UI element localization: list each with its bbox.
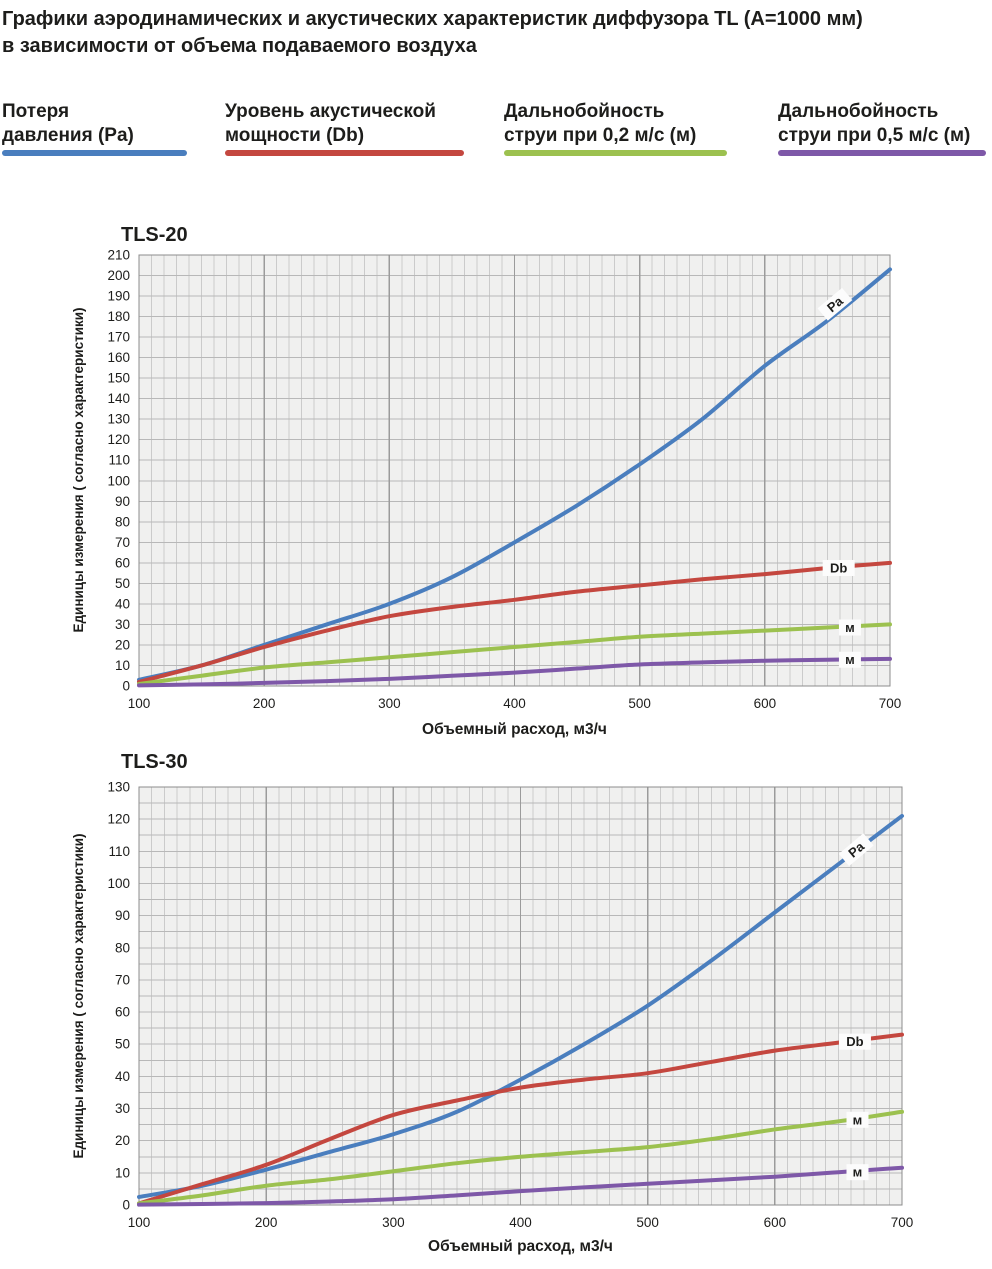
y-tick-label: 60 <box>114 555 130 571</box>
y-tick-label: 90 <box>114 908 130 924</box>
series-label-group <box>823 560 855 576</box>
y-tick-label: 90 <box>114 493 130 509</box>
y-tick-label: 80 <box>114 514 130 530</box>
legend-item-throw-02 <box>504 100 727 148</box>
legend-item-throw-05 <box>778 100 986 148</box>
y-tick-label: 170 <box>107 329 130 345</box>
y-tick-label: 20 <box>114 637 130 653</box>
y-tick-label: 30 <box>114 616 130 632</box>
x-tick-label: 500 <box>628 696 651 711</box>
x-tick-label: 500 <box>636 1215 659 1230</box>
y-tick-label: 120 <box>107 811 130 827</box>
series-label-group <box>839 1034 871 1050</box>
x-tick-label: 300 <box>382 1215 405 1230</box>
x-tick-label: 300 <box>378 696 401 711</box>
chart-title: TLS-20 <box>121 224 188 246</box>
y-tick-label: 150 <box>107 370 130 386</box>
x-tick-label: 400 <box>509 1215 532 1230</box>
legend-label: Потеря <box>2 101 70 122</box>
y-tick-label: 180 <box>107 309 130 325</box>
series-label: м <box>852 1164 863 1180</box>
x-tick-label: 100 <box>127 1215 151 1230</box>
series-label: Db <box>830 560 848 576</box>
x-tick-label: 100 <box>127 696 151 711</box>
y-tick-label: 110 <box>108 843 130 859</box>
y-tick-label: 210 <box>107 247 130 263</box>
legend-item-pressure <box>2 100 187 148</box>
legend-swatch-throw-05 <box>778 150 986 156</box>
legend-item-acoustic <box>225 100 464 148</box>
legend-label: Дальнобойность <box>504 101 665 122</box>
x-tick-label: 200 <box>252 696 276 711</box>
x-tick-label: 400 <box>503 696 526 711</box>
y-tick-label: 10 <box>114 1165 130 1181</box>
y-tick-label: 120 <box>107 432 130 448</box>
series-label: м <box>845 620 855 636</box>
y-tick-label: 70 <box>114 534 130 550</box>
series-label-group <box>839 620 861 636</box>
y-tick-label: 190 <box>107 288 130 304</box>
y-tick-label: 110 <box>108 452 130 468</box>
series-label: м <box>845 652 855 668</box>
chart-tls-30 <box>0 740 992 1269</box>
series-label: м <box>852 1112 863 1128</box>
series-label: Pa <box>845 838 868 861</box>
x-tick-label: 700 <box>878 696 902 711</box>
x-tick-label: 600 <box>753 696 777 711</box>
y-tick-label: 0 <box>122 1197 130 1213</box>
y-tick-label: 50 <box>114 575 130 591</box>
legend-swatch-pressure <box>2 150 187 156</box>
y-tick-label: 10 <box>114 657 130 673</box>
y-tick-label: 40 <box>114 596 130 612</box>
x-tick-label: 200 <box>254 1215 278 1230</box>
page-title-line1: Графики аэродинамических и акустических характеристик диффузора TL (А=1000 мм) <box>2 8 863 30</box>
y-tick-label: 200 <box>107 268 130 284</box>
x-tick-label: 600 <box>763 1215 787 1230</box>
x-tick-label: 700 <box>890 1215 914 1230</box>
legend-swatch-acoustic <box>225 150 464 156</box>
series-label: Db <box>846 1034 864 1050</box>
page-title-line2: в зависимости от объема подаваемого воздуха <box>2 35 477 57</box>
chart-tls-20 <box>0 210 992 745</box>
legend-label: Дальнобойность <box>778 101 939 122</box>
y-tick-label: 100 <box>107 473 130 489</box>
legend-swatch-throw-02 <box>504 150 727 156</box>
y-tick-label: 100 <box>107 875 130 891</box>
legend-label: струи при 0,5 м/с (м) <box>778 125 971 146</box>
legend-label: струи при 0,2 м/с (м) <box>504 125 697 146</box>
series-label-group <box>846 1164 868 1180</box>
legend-label: Уровень акустической <box>225 101 436 122</box>
y-tick-label: 130 <box>107 411 130 427</box>
y-tick-label: 160 <box>107 350 130 366</box>
series-label-group <box>839 652 861 668</box>
y-axis-title: Единицы измерения ( согласно характеристики) <box>71 833 86 1159</box>
y-tick-label: 50 <box>114 1036 130 1052</box>
y-tick-label: 0 <box>122 678 130 694</box>
page-title <box>2 6 863 60</box>
y-tick-label: 140 <box>107 391 130 407</box>
y-tick-label: 70 <box>114 972 130 988</box>
x-axis-title: Объемный расход, м3/ч <box>422 721 607 738</box>
y-tick-label: 60 <box>114 1004 130 1020</box>
legend-label: давления (Pa) <box>2 125 134 146</box>
y-tick-label: 40 <box>114 1068 130 1084</box>
legend-label: мощности (Db) <box>225 125 365 146</box>
y-tick-label: 130 <box>107 779 130 795</box>
y-tick-label: 20 <box>114 1133 130 1149</box>
x-axis-title: Объемный расход, м3/ч <box>428 1238 613 1255</box>
series-label: Pa <box>824 293 846 316</box>
chart-title: TLS-30 <box>121 751 188 773</box>
y-axis-title: Единицы измерения ( согласно характеристики) <box>71 307 86 633</box>
y-tick-label: 30 <box>114 1101 130 1117</box>
series-label-group <box>846 1112 868 1128</box>
y-tick-label: 80 <box>114 940 130 956</box>
